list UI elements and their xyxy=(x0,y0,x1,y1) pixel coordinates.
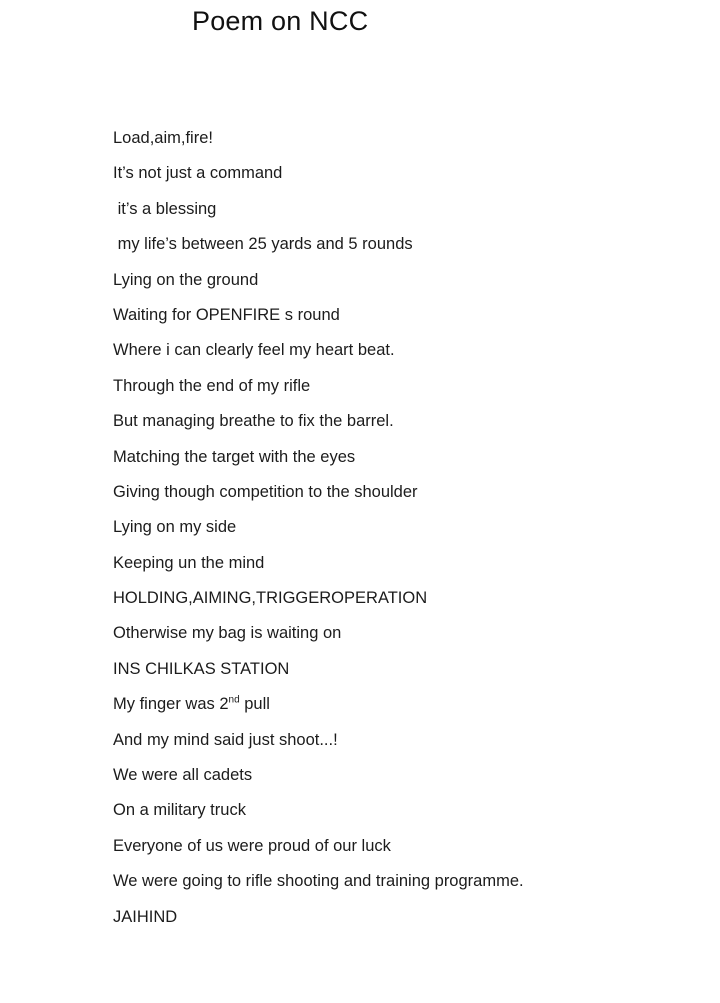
poem-line: Lying on the ground xyxy=(113,270,259,289)
poem-line: it’s a blessing xyxy=(113,199,217,218)
poem-line: And my mind said just shoot...! xyxy=(113,730,338,749)
poem-line: Otherwise my bag is waiting on xyxy=(113,624,342,643)
page-title: Poem on NCC xyxy=(192,6,369,36)
poem-body xyxy=(113,125,524,939)
poem-line: But managing breathe to fix the barrel. xyxy=(113,412,394,431)
poem-line: It’s not just a command xyxy=(113,164,283,183)
poem-line-text: pull xyxy=(239,695,270,714)
poem-line: Giving though competition to the shoulder xyxy=(113,482,418,501)
poem-line: Matching the target with the eyes xyxy=(113,447,356,466)
poem-line: Load,aim,fire! xyxy=(113,129,213,147)
poem-line: Where i can clearly feel my heart beat. xyxy=(113,341,395,360)
poem-line: Keeping un the mind xyxy=(113,553,265,572)
poem-line: INS CHILKAS STATION xyxy=(113,659,290,678)
poem-line: HOLDING,AIMING,TRIGGEROPERATION xyxy=(113,589,428,608)
poem-line xyxy=(113,691,524,726)
poem-line: Lying on my side xyxy=(113,518,237,537)
ordinal-suffix: nd xyxy=(228,694,240,706)
poem-line: Through the end of my rifle xyxy=(113,376,311,395)
poem-line: JAIHIND xyxy=(113,907,178,926)
poem-line: Everyone of us were proud of our luck xyxy=(113,836,391,855)
poem-line: my life’s between 25 yards and 5 rounds xyxy=(113,235,413,254)
poem-line: We were going to rifle shooting and training programme. xyxy=(113,872,524,891)
poem-line: On a military truck xyxy=(113,801,246,820)
poem-line: Waiting for OPENFIRE s round xyxy=(113,305,340,324)
poem-line: We were all cadets xyxy=(113,766,253,785)
poem-line-text: My finger was 2 xyxy=(113,695,229,714)
